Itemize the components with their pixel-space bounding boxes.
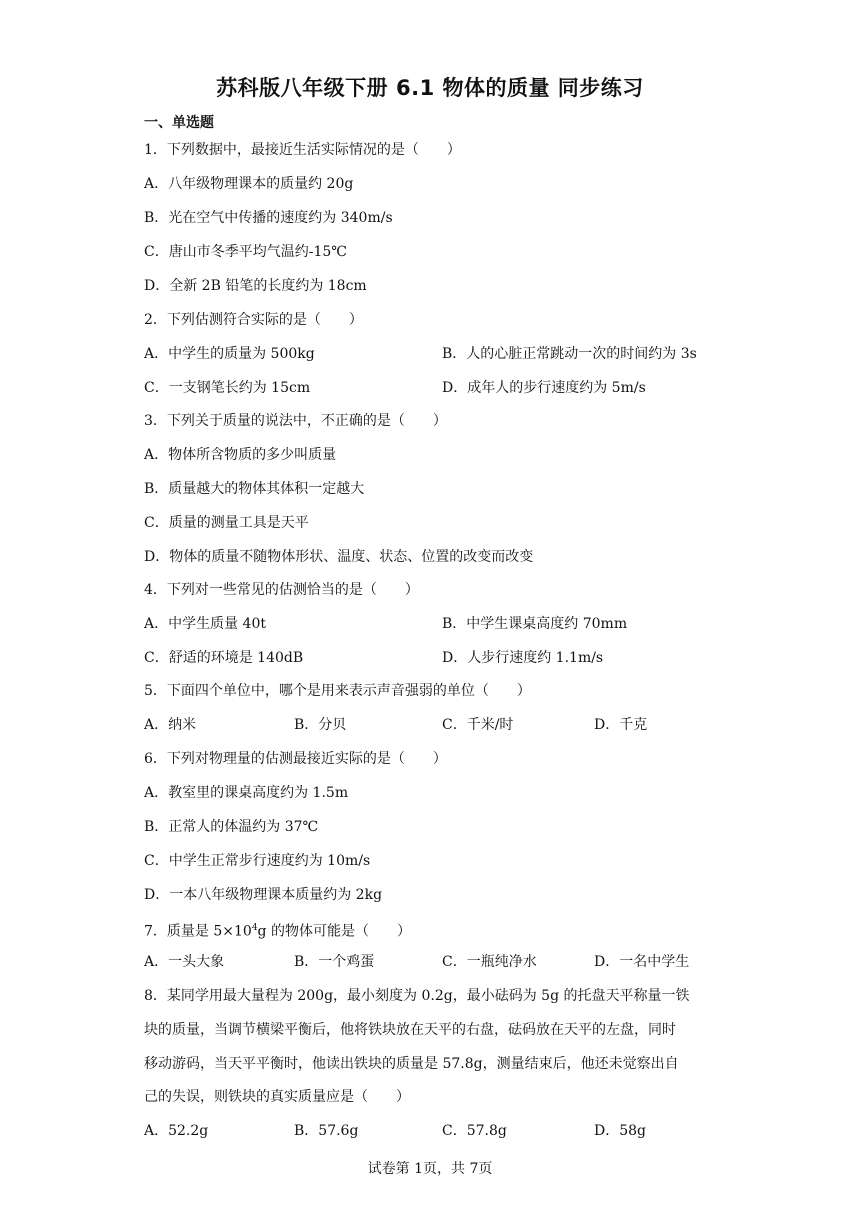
question-5-stem: 5．下面四个单位中，哪个是用来表示声音强弱的单位（ ）: [144, 683, 531, 699]
page-title: 苏科版八年级下册 6.1 物体的质量 同步练习: [216, 76, 644, 100]
question-1-option-a: A．八年级物理课本的质量约 20g: [144, 176, 354, 192]
question-2-option-a: A．中学生的质量为 500kg: [144, 346, 315, 362]
question-5-option-c: C．千米/时: [442, 717, 514, 733]
question-6-option-b: B．正常人的体温约为 37℃: [144, 819, 319, 835]
question-8-option-b: B．57.6g: [294, 1123, 359, 1139]
question-2-option-b: B．人的心脏正常跳动一次的时间约为 3s: [442, 346, 697, 362]
question-8-stem-line-4: 己的失误，则铁块的真实质量应是（ ）: [144, 1089, 410, 1105]
question-7-exponent: 4: [251, 923, 258, 933]
question-4-stem: 4．下列对一些常见的估测恰当的是（ ）: [144, 582, 419, 598]
question-7-option-d: D．一名中学生: [594, 954, 690, 970]
question-7-option-c: C．一瓶纯净水: [442, 954, 537, 970]
question-8-option-d: D．58g: [594, 1123, 647, 1139]
question-8-option-c: C．57.8g: [442, 1123, 507, 1139]
question-5-option-d: D．千克: [594, 717, 648, 733]
question-6-stem: 6．下列对物理量的估测最接近实际的是（ ）: [144, 751, 447, 767]
question-2-stem: 2．下列估测符合实际的是（ ）: [144, 312, 363, 328]
question-8-stem-line-2: 块的质量，当调节横梁平衡后，他将铁块放在天平的右盘，砝码放在天平的左盘，同时: [144, 1022, 676, 1038]
page-footer: 试卷第 1页，共 7页: [367, 1161, 493, 1177]
question-7-stem-prefix: 7．质量是 5×10: [144, 923, 252, 940]
question-8-option-a: A．52.2g: [144, 1123, 209, 1139]
question-3-option-d: D．物体的质量不随物体形状、温度、状态、位置的改变而改变: [144, 549, 534, 565]
question-1-option-d: D．全新 2B 铅笔的长度约为 18cm: [144, 278, 367, 294]
question-1-stem: 1．下列数据中，最接近生活实际情况的是（ ）: [144, 142, 461, 158]
question-1-option-b: B．光在空气中传播的速度约为 340m/s: [144, 210, 393, 226]
question-4-option-b: B．中学生课桌高度约 70mm: [442, 616, 628, 632]
question-5-option-b: B．分贝: [294, 717, 347, 733]
question-3-option-b: B．质量越大的物体其体积一定越大: [144, 481, 365, 497]
question-7-option-a: A．一头大象: [144, 954, 225, 970]
question-1-option-c: C．唐山市冬季平均气温约-15℃: [144, 244, 347, 260]
section-heading: 一、单选题: [144, 115, 214, 131]
question-8-stem-line-3: 移动游码，当天平平衡时，他读出铁块的质量是 57.8g，测量结束后，他还未觉察出自: [144, 1056, 679, 1072]
question-7-option-b: B．一个鸡蛋: [294, 954, 375, 970]
question-8-stem-line-1: 8．某同学用最大量程为 200g，最小刻度为 0.2g，最小砝码为 5g 的托盘天平称量一铁: [144, 988, 690, 1004]
question-3-stem: 3．下列关于质量的说法中，不正确的是（ ）: [144, 413, 447, 429]
question-6-option-c: C．中学生正常步行速度约为 10m/s: [144, 853, 371, 869]
question-4-option-d: D．人步行速度约 1.1m/s: [442, 650, 604, 666]
question-4-option-a: A．中学生质量 40t: [144, 616, 267, 632]
question-2-option-d: D．成年人的步行速度约为 5m/s: [442, 380, 646, 396]
question-3-option-c: C．质量的测量工具是天平: [144, 515, 309, 531]
question-2-option-c: C．一支钢笔长约为 15cm: [144, 380, 311, 396]
question-7-stem-suffix: g 的物体可能是（ ）: [257, 923, 411, 940]
question-3-option-a: A．物体所含物质的多少叫质量: [144, 447, 337, 463]
question-6-option-d: D．一本八年级物理课本质量约为 2kg: [144, 887, 383, 903]
question-5-option-a: A．纳米: [144, 717, 197, 733]
question-6-option-a: A．教室里的课桌高度约为 1.5m: [144, 785, 349, 801]
question-4-option-c: C．舒适的环境是 140dB: [144, 650, 304, 666]
question-7-stem: [144, 918, 411, 942]
